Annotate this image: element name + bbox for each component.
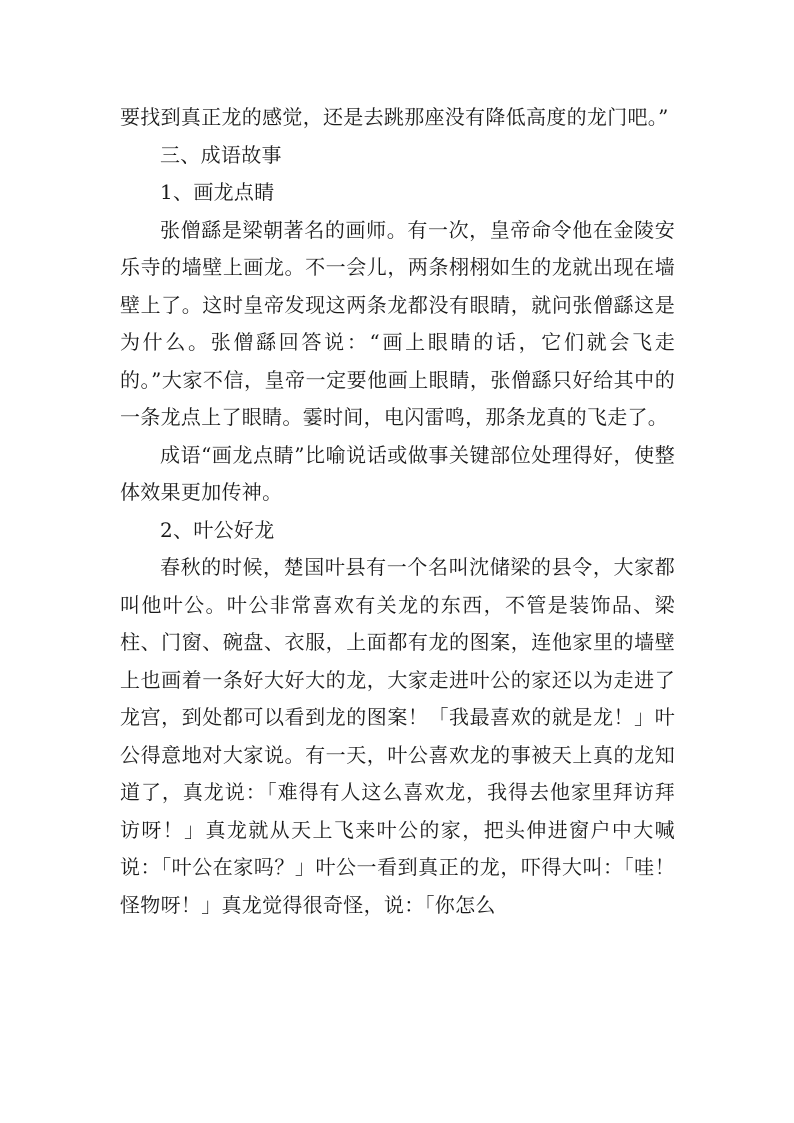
subheading-yegong-haolong: 2、叶公好龙 <box>160 517 275 542</box>
subheading-hualong-dianjing: 1、画龙点睛 <box>160 180 275 204</box>
document-body <box>120 99 675 924</box>
section-heading-idiom-stories: 三、成语故事 <box>160 142 282 167</box>
paragraph-hualong-meaning: 成语“画龙点睛”比喻说话或做事关键部位处理得好，使整体效果更加传神。 <box>120 442 675 504</box>
paragraph-hualong-story: 张僧繇是梁朝著名的画师。有一次，皇帝命令他在金陵安乐寺的墙壁上画龙。不一会儿，两条栩栩如生的龙就出现在墙壁上了。这时皇帝发现这两条龙都没有眼睛，就问张僧繇这是为什么。张僧繇回答说：“画上眼睛的话，它们就会飞走的。”大家不信，皇帝一定要他画上眼睛，张僧繇只好给其中的一条龙点上了眼睛。霎时间，电闪雷鸣，那条龙真的飞走了。 <box>120 217 675 429</box>
paragraph-continuation: 要找到真正龙的感觉，还是去跳那座没有降低高度的龙门吧。” <box>120 105 669 129</box>
paragraph-yegong-story: 春秋的时候，楚国叶县有一个名叫沈储梁的县令，大家都叫他叶公。叶公非常喜欢有关龙的东西，不管是装饰品、梁柱、门窗、碗盘、衣服，上面都有龙的图案，连他家里的墙壁上也画着一条好大好大的龙，大家走进叶公的家还以为走进了龙宫，到处都可以看到龙的图案！「我最喜欢的就是龙！」叶公得意地对大家说。有一天，叶公喜欢龙的事被天上真的龙知道了，真龙说：「难得有人这么喜欢龙，我得去他家里拜访拜访呀！」真龙就从天上飞来叶公的家，把头伸进窗户中大喊说：「叶公在家吗？」叶公一看到真正的龙，吓得大叫：「哇！怪物呀！」真龙觉得很奇怪，说：「你怎么 <box>120 555 675 917</box>
